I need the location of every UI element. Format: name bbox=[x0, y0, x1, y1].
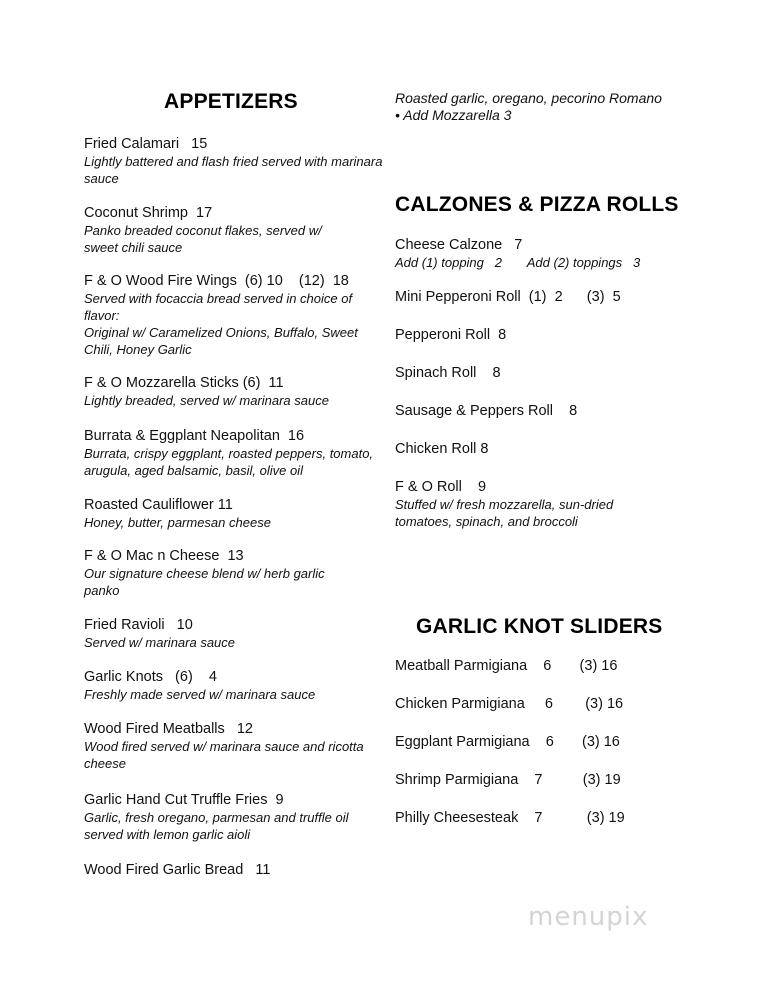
item-name: Philly Cheesesteak 7 (3) 19 bbox=[395, 810, 625, 826]
menu-item bbox=[395, 326, 506, 344]
menu-item bbox=[84, 272, 374, 358]
carryover-addon: • Add Mozzarella 3 bbox=[395, 107, 512, 123]
menu-item bbox=[395, 771, 621, 789]
item-name: Meatball Parmigiana 6 (3) 16 bbox=[395, 658, 618, 674]
item-name: F & O Mac n Cheese 13 bbox=[84, 548, 244, 564]
item-name: Fried Calamari 15 bbox=[84, 136, 208, 152]
item-description: Served w/ marinara sauce bbox=[84, 635, 236, 650]
menu-item bbox=[84, 135, 384, 187]
menu-item bbox=[84, 791, 374, 843]
menu-item bbox=[84, 427, 374, 479]
menu-item bbox=[395, 657, 617, 675]
item-name: Garlic Hand Cut Truffle Fries 9 bbox=[84, 792, 284, 808]
item-description: Freshly made served w/ marinara sauce bbox=[84, 687, 316, 702]
carryover-description bbox=[395, 90, 725, 124]
item-description: Stuffed w/ fresh mozzarella, sun-dried tomatoes, spinach, and broccoli bbox=[395, 497, 614, 529]
item-name: Mini Pepperoni Roll (1) 2 (3) 5 bbox=[395, 289, 621, 305]
item-name: Fried Ravioli 10 bbox=[84, 617, 193, 633]
item-description: Burrata, crispy eggplant, roasted peppers, tomato, arugula, aged balsamic, basil, olive oil bbox=[84, 446, 374, 478]
menu-item bbox=[84, 720, 374, 772]
item-name: Roasted Cauliflower 11 bbox=[84, 497, 233, 513]
item-name: Pepperoni Roll 8 bbox=[395, 327, 507, 343]
item-name: Sausage & Peppers Roll 8 bbox=[395, 403, 578, 419]
carryover-line: Roasted garlic, oregano, pecorino Romano bbox=[395, 90, 662, 106]
menu-item bbox=[395, 695, 623, 713]
item-name: F & O Wood Fire Wings (6) 10 (12) 18 bbox=[84, 273, 349, 289]
item-name: Coconut Shrimp 17 bbox=[84, 205, 213, 221]
menu-item bbox=[395, 402, 577, 420]
item-description: Lightly battered and flash fried served with marinara sauce bbox=[84, 154, 383, 186]
menu-item bbox=[395, 236, 725, 271]
calzones-heading: CALZONES & PIZZA ROLLS bbox=[395, 193, 679, 216]
item-description: Garlic, fresh oregano, parmesan and truffle oil served with lemon garlic aioli bbox=[84, 810, 349, 842]
menu-item bbox=[84, 668, 384, 703]
item-description: Panko breaded coconut flakes, served w/ sweet chili sauce bbox=[84, 223, 322, 255]
item-description: Served with focaccia bread served in choice of flavor: Original w/ Caramelized Onions, Buffalo, Sweet Chili, Honey Garlic bbox=[84, 291, 358, 357]
item-name: Spinach Roll 8 bbox=[395, 365, 501, 381]
item-name: Chicken Parmigiana 6 (3) 16 bbox=[395, 696, 624, 712]
menu-item bbox=[84, 496, 384, 531]
menu-item bbox=[84, 616, 384, 651]
sliders-heading: GARLIC KNOT SLIDERS bbox=[416, 615, 663, 638]
menu-item bbox=[395, 364, 501, 382]
item-name: Wood Fired Garlic Bread 11 bbox=[84, 862, 271, 878]
menu-item bbox=[84, 204, 344, 256]
appetizers-heading: APPETIZERS bbox=[164, 90, 298, 113]
item-name: Wood Fired Meatballs 12 bbox=[84, 721, 253, 737]
item-name: Shrimp Parmigiana 7 (3) 19 bbox=[395, 772, 621, 788]
item-name: Chicken Roll 8 bbox=[395, 441, 489, 457]
item-name: Cheese Calzone 7 bbox=[395, 237, 523, 253]
menu-item bbox=[84, 547, 354, 599]
item-description: Lightly breaded, served w/ marinara sauce bbox=[84, 393, 329, 408]
menu-item bbox=[395, 478, 665, 530]
menu-item bbox=[84, 861, 384, 879]
item-description: Honey, butter, parmesan cheese bbox=[84, 515, 271, 530]
menu-item bbox=[395, 733, 620, 751]
menu-item bbox=[395, 288, 621, 306]
item-name: Eggplant Parmigiana 6 (3) 16 bbox=[395, 734, 620, 750]
item-description: Add (1) topping 2 Add (2) toppings 3 bbox=[395, 255, 641, 270]
item-name: F & O Mozzarella Sticks (6) 11 bbox=[84, 375, 284, 391]
watermark-logo: menupix bbox=[528, 902, 649, 932]
item-description: Our signature cheese blend w/ herb garlic panko bbox=[84, 566, 325, 598]
item-name: Burrata & Eggplant Neapolitan 16 bbox=[84, 428, 305, 444]
menu-item bbox=[395, 809, 625, 827]
item-name: F & O Roll 9 bbox=[395, 479, 487, 495]
menu-item bbox=[84, 374, 384, 409]
item-name: Garlic Knots (6) 4 bbox=[84, 669, 217, 685]
menu-item bbox=[395, 440, 489, 458]
item-description: Wood fired served w/ marinara sauce and ricotta cheese bbox=[84, 739, 364, 771]
